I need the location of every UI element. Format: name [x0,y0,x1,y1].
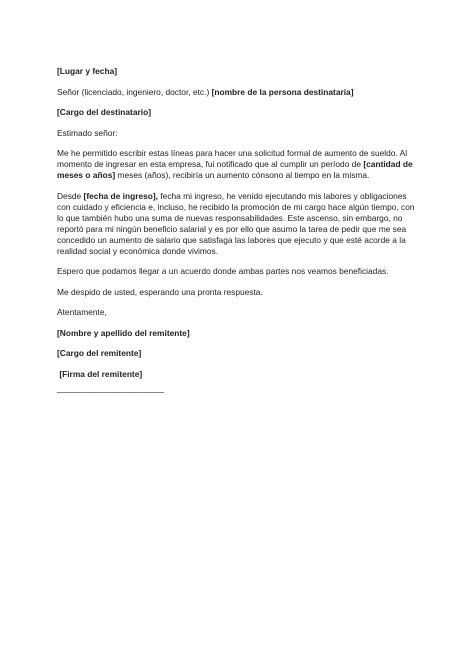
place-date: [Lugar y fecha] [57,66,118,76]
paragraph-3: Espero que podamos llegar a un acuerdo donde ambas partes nos veamos beneficiadas. [57,266,389,276]
closing: Atentamente, [57,307,107,317]
sender-name: [Nombre y apellido del remitente] [57,327,190,338]
paragraph-1 [57,148,419,181]
paragraph-1-text-a: Me he permitido escribir estas líneas para hacer una solicitud formal de aumento de sueldo. Al momento de ingresar en esta empresa, fui notificado que al cumplir un período de [57,148,408,169]
recipient-name: [nombre de la persona destinataria] [211,86,354,97]
recipient-line [57,87,419,98]
salutation-prefix: Señor (licenciado, ingeniero, doctor, etc.) [57,86,212,97]
paragraph-2 [57,191,419,257]
paragraph-2-text-b: fecha mi ingreso, he venido ejecutando mis labores y obligaciones con cuidado y eficiencia e, incluso, he recibido la promoción de mi cargo hace algún tiempo, con lo que también hubo una suma de nuevas responsabilidades. Este ascenso, sin embargo, no reportó para mi ningún beneficio salarial y es por ello que asumo la tarea de pedir que me sea concedido un aumento de salario que satisfaga las labores que ejecuto y que esté acorde a la realidad social y económica donde vivimos. [57,190,415,256]
paragraph-2-text-a: Desde [57,190,84,201]
recipient-title: [Cargo del destinatario] [57,107,151,117]
entry-date-field: [fecha de ingreso], [83,190,159,201]
letter-body [57,66,419,394]
signature-line: ________________________ [57,382,164,393]
paragraph-4: Me despido de usted, esperando una pronta respuesta. [57,286,263,297]
signature-label: [Firma del remitente] [57,368,143,379]
paragraph-1-text-b: meses (años), recibiría un aumento cónsono al tiempo en la misma. [115,170,370,180]
greeting: Estimado señor: [57,127,118,138]
months-years-field: [cantidad de meses o años] [57,159,413,180]
sender-title: [Cargo del remitente] [57,348,142,358]
